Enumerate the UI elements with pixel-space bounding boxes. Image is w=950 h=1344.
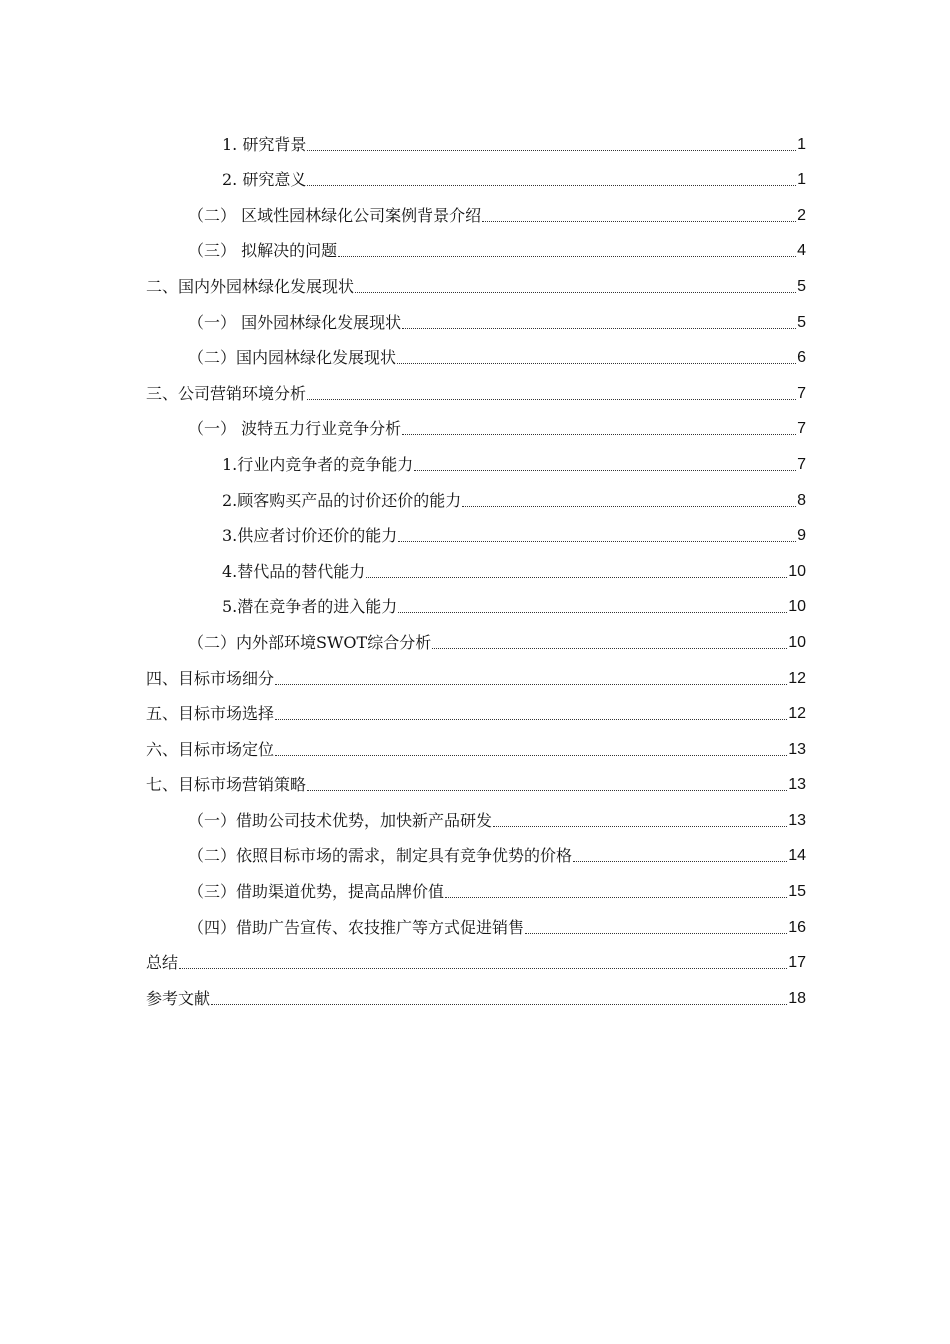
toc-entry[interactable] — [146, 297, 806, 333]
toc-leader-dots — [179, 968, 787, 969]
toc-page-number: 13 — [788, 776, 806, 794]
toc-entry-title: （一） 国外园林绿化发展现状 — [188, 312, 402, 332]
toc-entry-title: 2.顾客购买产品的讨价还价的能力 — [222, 490, 462, 510]
toc-entry[interactable] — [146, 511, 806, 547]
toc-page-number: 5 — [797, 313, 806, 331]
toc-page-number: 8 — [797, 491, 806, 509]
toc-entry[interactable] — [146, 973, 806, 1009]
toc-page-number: 10 — [788, 562, 806, 580]
toc-leader-dots — [307, 790, 787, 791]
toc-leader-dots — [402, 434, 796, 435]
toc-leader-dots — [366, 577, 787, 578]
toc-entry-title: 四、目标市场细分 — [146, 668, 275, 688]
toc-entry[interactable] — [146, 261, 806, 297]
toc-leader-dots — [355, 292, 796, 293]
toc-page-number: 18 — [788, 989, 806, 1007]
toc-entry-title: （二）依照目标市场的需求，制定具有竞争优势的价格 — [188, 846, 573, 866]
toc-page-number: 1 — [797, 135, 806, 153]
toc-entry-title: 五、目标市场选择 — [146, 704, 275, 724]
toc-entry-title: 参考文献 — [146, 988, 211, 1008]
toc-entry[interactable] — [146, 795, 806, 831]
toc-page-number: 17 — [788, 954, 806, 972]
toc-entry-title: （四）借助广告宣传、农技推广等方式促进销售 — [188, 917, 525, 937]
toc-entry[interactable] — [146, 902, 806, 938]
toc-leader-dots — [482, 221, 796, 222]
toc-entry-title: 1.行业内竞争者的竞争能力 — [222, 454, 414, 474]
toc-entry[interactable] — [146, 653, 806, 689]
toc-leader-dots — [398, 541, 796, 542]
toc-entry-title: 4.替代品的替代能力 — [222, 561, 366, 581]
toc-entry-title: 三、公司营销环境分析 — [146, 383, 307, 403]
toc-page-number: 13 — [788, 811, 806, 829]
toc-page-number: 6 — [797, 349, 806, 367]
toc-entry-title: 二、国内外园林绿化发展现状 — [146, 276, 355, 296]
toc-leader-dots — [397, 363, 796, 364]
toc-leader-dots — [414, 470, 796, 471]
toc-page-number: 14 — [788, 847, 806, 865]
toc-leader-dots — [525, 933, 787, 934]
toc-page-number: 15 — [788, 883, 806, 901]
toc-entry[interactable] — [146, 546, 806, 582]
toc-leader-dots — [275, 755, 787, 756]
toc-entry[interactable] — [146, 617, 806, 653]
toc-leader-dots — [275, 719, 787, 720]
toc-page-number: 7 — [797, 420, 806, 438]
toc-page-number: 12 — [788, 705, 806, 723]
toc-entry[interactable] — [146, 439, 806, 475]
toc-entry-title: 总结 — [146, 953, 179, 973]
toc-entry[interactable] — [146, 333, 806, 369]
toc-page-number: 7 — [797, 384, 806, 402]
toc-entry[interactable] — [146, 119, 806, 155]
toc-entry-title: 3.供应者讨价还价的能力 — [222, 526, 398, 546]
toc-entry[interactable] — [146, 475, 806, 511]
toc-leader-dots — [398, 612, 787, 613]
toc-leader-dots — [307, 185, 796, 186]
toc-page-number: 9 — [797, 527, 806, 545]
toc-entry-title: （一） 波特五力行业竞争分析 — [188, 419, 402, 439]
toc-page-number: 1 — [797, 171, 806, 189]
toc-entry[interactable] — [146, 689, 806, 725]
toc-entry-title: （二）国内园林绿化发展现状 — [188, 348, 397, 368]
toc-entry[interactable] — [146, 582, 806, 618]
toc-entry[interactable] — [146, 724, 806, 760]
toc-page-number: 5 — [797, 277, 806, 295]
toc-leader-dots — [307, 150, 796, 151]
table-of-contents — [146, 119, 806, 1009]
toc-entry-title: （二）内外部环境SWOT综合分析 — [188, 632, 432, 652]
toc-page-number: 2 — [797, 206, 806, 224]
toc-entry[interactable] — [146, 938, 806, 974]
toc-page-number: 7 — [797, 455, 806, 473]
toc-entry[interactable] — [146, 155, 806, 191]
toc-leader-dots — [275, 684, 787, 685]
toc-entry-title: 5.潜在竞争者的进入能力 — [222, 597, 398, 617]
toc-entry-title: （三）借助渠道优势，提高品牌价值 — [188, 882, 445, 902]
toc-leader-dots — [445, 897, 787, 898]
toc-leader-dots — [462, 506, 796, 507]
toc-page-number: 12 — [788, 669, 806, 687]
toc-entry-title: （一）借助公司技术优势，加快新产品研发 — [188, 810, 493, 830]
toc-leader-dots — [338, 256, 796, 257]
toc-leader-dots — [432, 648, 787, 649]
toc-entry[interactable] — [146, 866, 806, 902]
toc-leader-dots — [211, 1004, 787, 1005]
toc-entry[interactable] — [146, 831, 806, 867]
toc-entry-title: （三） 拟解决的问题 — [188, 241, 338, 261]
toc-leader-dots — [573, 861, 787, 862]
toc-leader-dots — [307, 399, 796, 400]
toc-entry[interactable] — [146, 190, 806, 226]
toc-leader-dots — [493, 826, 787, 827]
toc-entry-title: （二） 区域性园林绿化公司案例背景介绍 — [188, 205, 482, 225]
toc-page-number: 4 — [797, 242, 806, 260]
toc-page-number: 13 — [788, 740, 806, 758]
toc-page-number: 10 — [788, 633, 806, 651]
toc-entry-title: 1. 研究背景 — [222, 134, 307, 154]
toc-entry[interactable] — [146, 368, 806, 404]
toc-entry[interactable] — [146, 760, 806, 796]
toc-entry-title: 七、目标市场营销策略 — [146, 775, 307, 795]
toc-page-number: 10 — [788, 598, 806, 616]
toc-page-number: 16 — [788, 918, 806, 936]
toc-entry[interactable] — [146, 226, 806, 262]
toc-entry-title: 2. 研究意义 — [222, 170, 307, 190]
toc-leader-dots — [402, 328, 796, 329]
toc-entry[interactable] — [146, 404, 806, 440]
toc-entry-title: 六、目标市场定位 — [146, 739, 275, 759]
